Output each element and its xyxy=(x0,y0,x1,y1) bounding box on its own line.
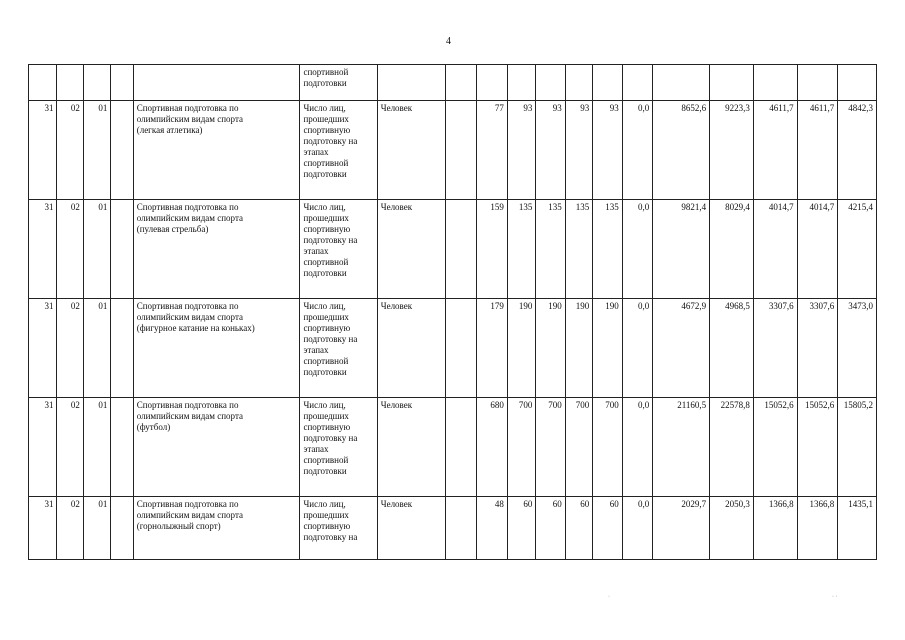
indicator-line: спортивной xyxy=(303,455,349,465)
value-cell-n2: 93 xyxy=(507,101,535,200)
program-name-line: (легкая атлетика) xyxy=(136,125,203,135)
value-cell-n2: 190 xyxy=(507,299,535,398)
table-row xyxy=(29,497,877,560)
indicator-line: Число лиц, xyxy=(303,400,346,410)
unit-cell: Человек xyxy=(377,497,445,560)
cell xyxy=(133,65,300,101)
code-item-cell: 01 xyxy=(83,299,110,398)
cell xyxy=(83,65,110,101)
value-cell-f1: 8652,6 xyxy=(653,101,710,200)
cell xyxy=(507,65,535,101)
program-name-cell xyxy=(133,200,300,299)
indicator-line: подготовку на xyxy=(303,136,358,146)
indicator-line: Число лиц, xyxy=(303,499,346,509)
value-cell-n4: 700 xyxy=(565,398,592,497)
code-subsection-cell: 02 xyxy=(57,200,83,299)
code-section-cell: 31 xyxy=(29,200,57,299)
cell xyxy=(710,65,754,101)
empty-cell xyxy=(111,497,133,560)
unit-cell: Человек xyxy=(377,200,445,299)
value-cell-n4: 93 xyxy=(565,101,592,200)
program-name-line: (пулевая стрельба) xyxy=(136,224,209,234)
value-cell-n4: 60 xyxy=(565,497,592,560)
cell xyxy=(536,65,565,101)
value-cell-f0: 0,0 xyxy=(622,497,653,560)
indicator-line: Число лиц, xyxy=(303,103,346,113)
value-cell-n1: 77 xyxy=(477,101,508,200)
value-cell-n5: 700 xyxy=(593,398,622,497)
indicator-line: подготовки xyxy=(303,466,347,476)
value-cell-f3: 1366,8 xyxy=(753,497,797,560)
indicator-line: спортивную xyxy=(303,224,351,234)
indicator-cell xyxy=(300,299,377,398)
empty-cell xyxy=(111,200,133,299)
code-item-cell: 01 xyxy=(83,497,110,560)
value-cell-n4: 135 xyxy=(565,200,592,299)
code-item-cell: 01 xyxy=(83,398,110,497)
code-subsection-cell: 02 xyxy=(57,299,83,398)
value-cell-f2: 4968,5 xyxy=(710,299,754,398)
cell xyxy=(111,65,133,101)
value-cell-n2: 135 xyxy=(507,200,535,299)
program-name-line: (футбол) xyxy=(136,422,171,432)
value-cell-f2: 9223,3 xyxy=(710,101,754,200)
value-cell-n3: 60 xyxy=(536,497,565,560)
indicator-line: прошедших xyxy=(303,114,349,124)
program-name-line: Спортивная подготовка по xyxy=(136,103,239,113)
value-cell-f0: 0,0 xyxy=(622,398,653,497)
table-row xyxy=(29,101,877,200)
value-cell-f5: 3473,0 xyxy=(838,299,877,398)
carryover-row xyxy=(29,65,877,101)
value-cell-n2: 60 xyxy=(507,497,535,560)
empty-cell xyxy=(111,398,133,497)
program-name-line: Спортивная подготовка по xyxy=(136,202,239,212)
program-name-line: Спортивная подготовка по xyxy=(136,301,239,311)
value-cell-f4: 4611,7 xyxy=(797,101,838,200)
program-table xyxy=(28,64,877,560)
value-cell-n5: 93 xyxy=(593,101,622,200)
indicator-cell xyxy=(300,497,377,560)
cell xyxy=(753,65,797,101)
value-cell-f1: 2029,7 xyxy=(653,497,710,560)
table-row xyxy=(29,398,877,497)
value-cell-f0: 0,0 xyxy=(622,200,653,299)
empty-cell xyxy=(111,101,133,200)
value-cell-f4: 15052,6 xyxy=(797,398,838,497)
value-cell-f1: 9821,4 xyxy=(653,200,710,299)
value-cell-f3: 4014,7 xyxy=(753,200,797,299)
program-name-line: олимпийским видам спорта xyxy=(136,312,243,322)
indicator-line: прошедших xyxy=(303,213,349,223)
value-cell-f4: 3307,6 xyxy=(797,299,838,398)
indicator-line: подготовки xyxy=(303,268,347,278)
indicator-line: спортивной xyxy=(303,356,349,366)
program-name-line: олимпийским видам спорта xyxy=(136,510,243,520)
value-cell-f4: 1366,8 xyxy=(797,497,838,560)
indicator-line: спортивной xyxy=(303,257,349,267)
value-cell-n3: 190 xyxy=(536,299,565,398)
value-cell-f3: 15052,6 xyxy=(753,398,797,497)
indicator-line: этапах xyxy=(303,147,329,157)
unit-cell: Человек xyxy=(377,398,445,497)
table-body xyxy=(29,65,877,560)
indicator-line: спортивную xyxy=(303,125,351,135)
indicator-cell xyxy=(300,101,377,200)
cell xyxy=(57,65,83,101)
program-name-line: олимпийским видам спорта xyxy=(136,114,243,124)
empty-cell xyxy=(445,299,477,398)
program-name-cell xyxy=(133,497,300,560)
indicator-line: подготовку на xyxy=(303,433,358,443)
cell xyxy=(593,65,622,101)
indicator-line: спортивную xyxy=(303,422,351,432)
cell xyxy=(445,65,477,101)
indicator-cell xyxy=(300,200,377,299)
value-cell-f5: 15805,2 xyxy=(838,398,877,497)
indicator-line: спортивной xyxy=(303,158,349,168)
value-cell-n3: 93 xyxy=(536,101,565,200)
indicator-line: подготовку на xyxy=(303,334,358,344)
empty-cell xyxy=(445,497,477,560)
indicator-line: спортивную xyxy=(303,521,351,531)
value-cell-f5: 4215,4 xyxy=(838,200,877,299)
program-name-cell xyxy=(133,299,300,398)
program-name-cell xyxy=(133,398,300,497)
empty-cell xyxy=(445,200,477,299)
indicator-line: этапах xyxy=(303,444,329,454)
indicator-line: спортивную xyxy=(303,323,351,333)
cell xyxy=(477,65,508,101)
indicator-line: подготовку на xyxy=(303,532,358,542)
scan-speck: · · xyxy=(832,594,838,600)
value-cell-n5: 135 xyxy=(593,200,622,299)
cell xyxy=(29,65,57,101)
code-item-cell: 01 xyxy=(83,101,110,200)
value-cell-f3: 4611,7 xyxy=(753,101,797,200)
code-section-cell: 31 xyxy=(29,101,57,200)
value-cell-f3: 3307,6 xyxy=(753,299,797,398)
value-cell-f0: 0,0 xyxy=(622,299,653,398)
indicator-line: этапах xyxy=(303,246,329,256)
table-row xyxy=(29,200,877,299)
program-name-line: Спортивная подготовка по xyxy=(136,400,239,410)
value-cell-n5: 60 xyxy=(593,497,622,560)
code-section-cell: 31 xyxy=(29,497,57,560)
cell xyxy=(838,65,877,101)
indicator-line: Число лиц, xyxy=(303,202,346,212)
unit-cell: Человек xyxy=(377,101,445,200)
indicator-cell xyxy=(300,65,377,101)
program-name-cell xyxy=(133,101,300,200)
code-item-cell: 01 xyxy=(83,200,110,299)
indicator-line: прошедших xyxy=(303,312,349,322)
cell xyxy=(797,65,838,101)
value-cell-f5: 4842,3 xyxy=(838,101,877,200)
value-cell-n1: 159 xyxy=(477,200,508,299)
indicator-line: прошедших xyxy=(303,411,349,421)
table-row xyxy=(29,299,877,398)
value-cell-n1: 680 xyxy=(477,398,508,497)
scan-speck: · xyxy=(608,594,610,600)
program-name-line: (фигурное катание на коньках) xyxy=(136,323,255,333)
code-section-cell: 31 xyxy=(29,299,57,398)
indicator-line: подготовку на xyxy=(303,235,358,245)
value-cell-f1: 21160,5 xyxy=(653,398,710,497)
cell xyxy=(653,65,710,101)
code-subsection-cell: 02 xyxy=(57,497,83,560)
program-name-line: олимпийским видам спорта xyxy=(136,213,243,223)
cell xyxy=(622,65,653,101)
empty-cell xyxy=(445,398,477,497)
indicator-line: спортивной xyxy=(303,67,349,77)
value-cell-n1: 179 xyxy=(477,299,508,398)
value-cell-f2: 22578,8 xyxy=(710,398,754,497)
cell xyxy=(565,65,592,101)
value-cell-n3: 135 xyxy=(536,200,565,299)
value-cell-f4: 4014,7 xyxy=(797,200,838,299)
value-cell-f1: 4672,9 xyxy=(653,299,710,398)
value-cell-n4: 190 xyxy=(565,299,592,398)
indicator-line: подготовки xyxy=(303,78,347,88)
program-name-line: (горнолыжный спорт) xyxy=(136,521,221,531)
indicator-line: прошедших xyxy=(303,510,349,520)
indicator-line: подготовки xyxy=(303,367,347,377)
code-subsection-cell: 02 xyxy=(57,398,83,497)
indicator-cell xyxy=(300,398,377,497)
empty-cell xyxy=(445,101,477,200)
value-cell-n1: 48 xyxy=(477,497,508,560)
value-cell-n5: 190 xyxy=(593,299,622,398)
program-name-line: Спортивная подготовка по xyxy=(136,499,239,509)
unit-cell: Человек xyxy=(377,299,445,398)
indicator-line: подготовки xyxy=(303,169,347,179)
empty-cell xyxy=(111,299,133,398)
indicator-line: этапах xyxy=(303,345,329,355)
value-cell-f5: 1435,1 xyxy=(838,497,877,560)
value-cell-n2: 700 xyxy=(507,398,535,497)
value-cell-f2: 2050,3 xyxy=(710,497,754,560)
value-cell-n3: 700 xyxy=(536,398,565,497)
indicator-line: Число лиц, xyxy=(303,301,346,311)
code-section-cell: 31 xyxy=(29,398,57,497)
cell xyxy=(377,65,445,101)
program-name-line: олимпийским видам спорта xyxy=(136,411,243,421)
page-number: 4 xyxy=(446,36,451,47)
value-cell-f0: 0,0 xyxy=(622,101,653,200)
code-subsection-cell: 02 xyxy=(57,101,83,200)
value-cell-f2: 8029,4 xyxy=(710,200,754,299)
